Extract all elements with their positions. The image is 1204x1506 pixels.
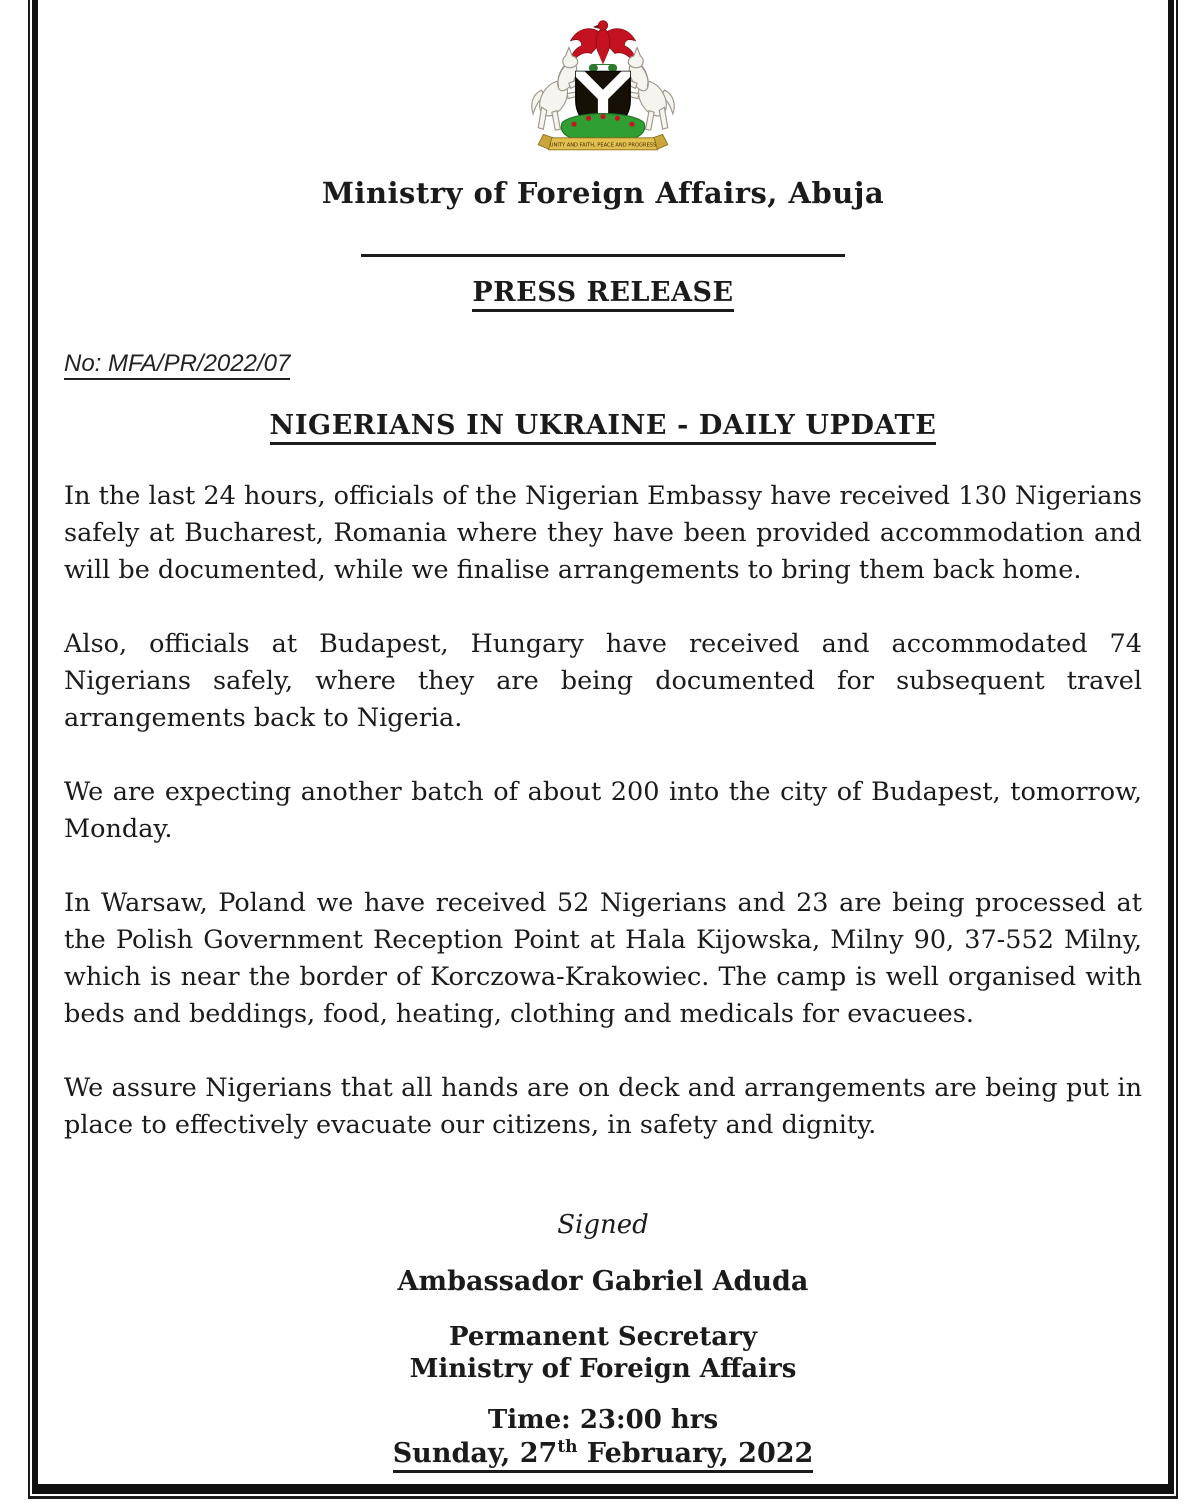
header-divider [361, 254, 845, 257]
body-paragraph: We are expecting another batch of about 200 into the city of Budapest, tomorrow, Monday. [64, 777, 1142, 844]
body-paragraph: Also, officials at Budapest, Hungary have received and accommodated 74 Nigerians safely, where they are being documented for subsequent travel arrangements back to Nigeria. [64, 629, 1142, 733]
body-paragraph: In the last 24 hours, officials of the Nigerian Embassy have received 130 Nigerians safely at Bucharest, Romania where they have been provided accommodation and will be documented, while we finalise arrangements to bring them back home. [64, 481, 1142, 585]
page-border-inner [32, 0, 1174, 1494]
date-ordinal: th [557, 1437, 578, 1457]
document-title: NIGERIANS IN UKRAINE - DAILY UPDATE [64, 410, 1142, 441]
date-day: Sunday, 27 [392, 1438, 558, 1469]
eagle-icon [571, 21, 636, 65]
page-border-outer [28, 0, 1178, 1499]
document-type-heading: PRESS RELEASE [64, 277, 1142, 308]
signed-label: Signed [557, 1210, 649, 1240]
date-rest: February, 2022 [577, 1438, 814, 1469]
reference-number: No: MFA/PR/2022/07 [64, 350, 1142, 378]
time-line: Time: 23:00 hrs [487, 1405, 719, 1435]
organization-title: Ministry of Foreign Affairs, Abuja [321, 176, 885, 210]
torse-icon [589, 65, 616, 72]
emblem-container [64, 12, 1142, 162]
signature-block [64, 1210, 1142, 1469]
document-body [64, 478, 1142, 1144]
signatory-name: Ambassador Gabriel Aduda [397, 1266, 809, 1297]
date-line [64, 1437, 1142, 1469]
signatory-organization: Ministry of Foreign Affairs [409, 1354, 797, 1384]
signatory-title: Permanent Secretary [449, 1322, 757, 1352]
body-paragraph: We assure Nigerians that all hands are on deck and arrangements are being put in place to effectively evacuate our citizens, in safety and dignity. [64, 1073, 1142, 1140]
mound-icon [561, 114, 644, 138]
body-paragraph: In Warsaw, Poland we have received 52 Nigerians and 23 are being processed at the Polish Government Reception Point at Hala Kijowska, Milny 90, 37-552 Milny, which is near the border of Korczowa-Krakowiec. The camp is well organised with beds and beddings, food, heating, clothing and medicals for evacuees. [64, 888, 1142, 1029]
nigeria-coat-of-arms-icon [528, 12, 678, 158]
motto-text: UNITY AND FAITH, PEACE AND PROGRESS [549, 142, 657, 149]
